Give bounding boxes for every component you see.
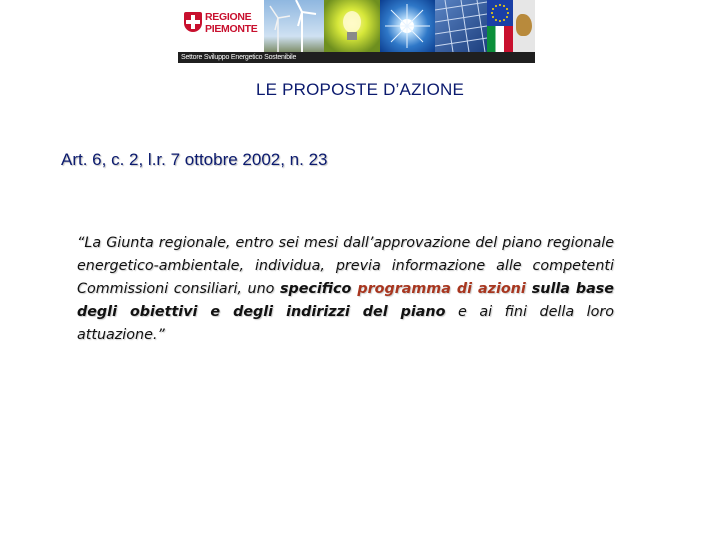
piemonte-map-icon: [513, 0, 535, 52]
department-name: Settore Sviluppo Energetico Sostenibile: [181, 54, 297, 61]
department-strip: [178, 52, 535, 63]
quote-base-obiettivi: sulla base degli obiettivi e degli indirizzi del piano: [77, 281, 614, 320]
regione-shield-icon: [184, 12, 202, 32]
logo-line-2: PIEMONTE: [205, 23, 258, 35]
italy-flag-icon: [487, 26, 513, 52]
eu-flag-icon: [487, 0, 513, 26]
regione-piemonte-logo: [178, 0, 264, 52]
law-reference: Art. 6, c. 2, l.r. 7 ottobre 2002, n. 23: [61, 150, 328, 169]
quote-text-1: “La Giunta regionale, entro sei mesi dall’approvazione del piano regionale energetico-ambientale, individua, previa informazione alle competenti Commissioni consiliari, uno: [77, 235, 614, 297]
law-quote: [77, 232, 614, 347]
header-banner: [178, 0, 535, 63]
logo-text: [205, 11, 263, 35]
logo-line-1: REGIONE: [205, 11, 252, 23]
wind-turbines-image: [264, 0, 324, 52]
sun-image: [380, 0, 435, 52]
solar-panel-image: [435, 0, 487, 52]
map-shape: [516, 14, 532, 36]
slide-title: LE PROPOSTE D’AZIONE: [255, 80, 465, 99]
light-bulb-image: [324, 0, 380, 52]
quote-specifico: specifico: [279, 281, 358, 297]
quote-text-end: e ai fini della loro attuazione.”: [77, 304, 614, 343]
quote-programma-azioni: programma di azioni: [357, 281, 526, 297]
